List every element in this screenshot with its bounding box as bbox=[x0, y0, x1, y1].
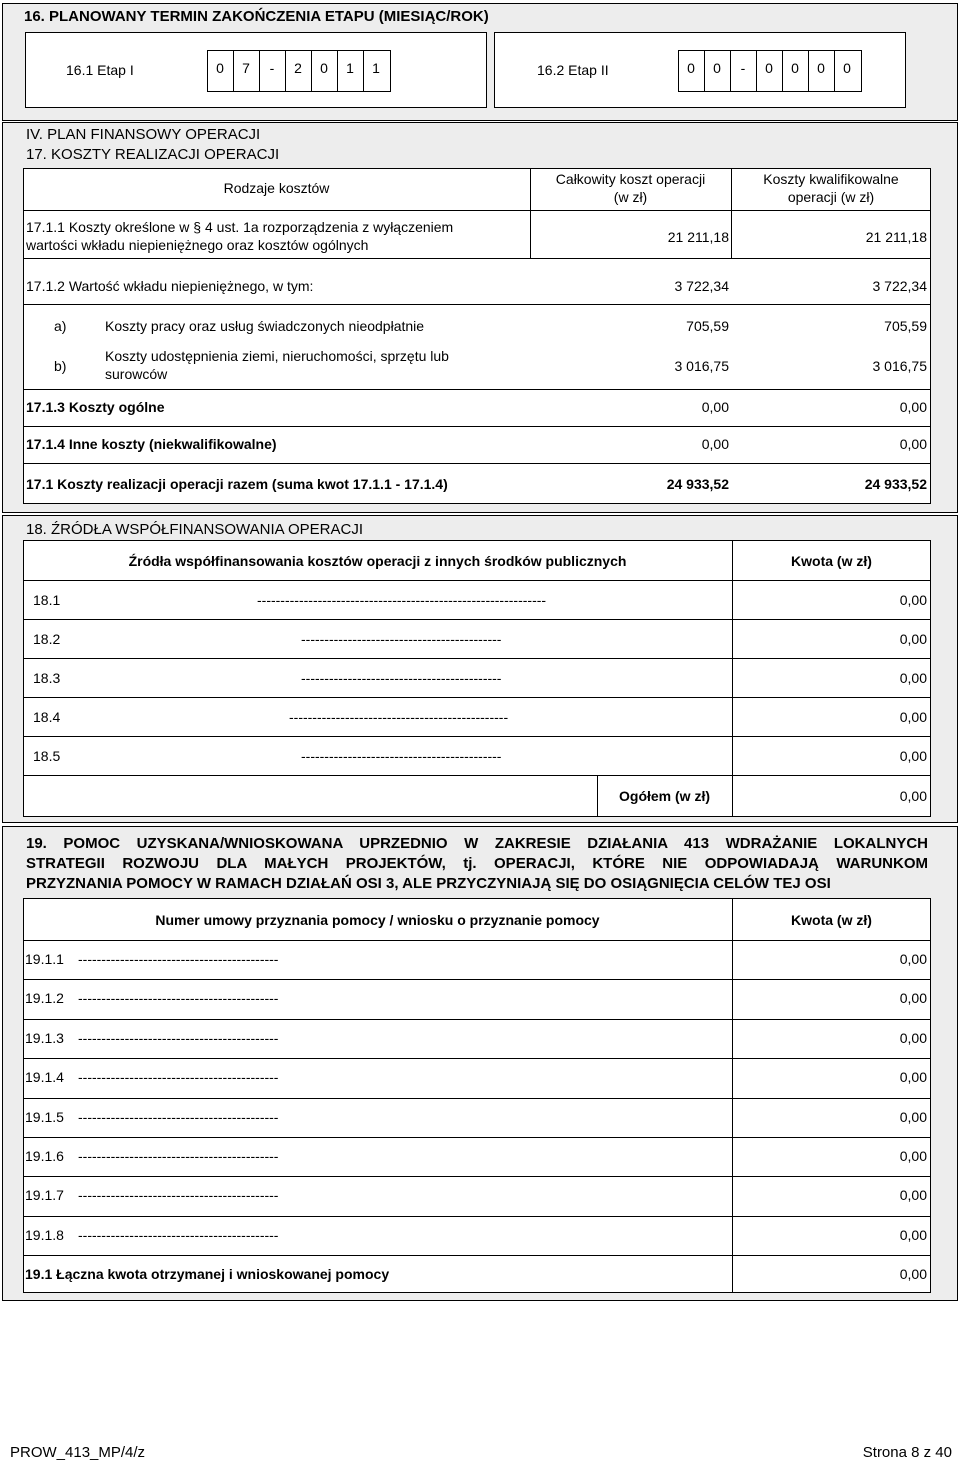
cofinancing-total-amount: 0,00 bbox=[899, 788, 927, 804]
prior-aid-row-agreement[interactable]: ------------------------------------------- bbox=[78, 1187, 279, 1203]
prior-aid-row-amount[interactable]: 0,00 bbox=[899, 990, 927, 1006]
cofinancing-row-amount[interactable]: 0,00 bbox=[899, 631, 927, 647]
digit-separator bbox=[834, 50, 835, 92]
prior-aid-row-amount[interactable]: 0,00 bbox=[899, 951, 927, 967]
row-divider bbox=[23, 1137, 931, 1138]
row-17-1-2-qualified: 3 722,34 bbox=[872, 278, 927, 294]
etap2_digits-digit: - bbox=[740, 60, 746, 76]
prior-aid-row-number: 19.1.5 bbox=[25, 1109, 64, 1125]
cofinancing-row-source[interactable]: ------------------------------------------- bbox=[301, 631, 502, 647]
footer-form-code: PROW_413_MP/4/z bbox=[10, 1444, 146, 1461]
row-divider bbox=[23, 736, 931, 737]
cofinancing-header-source: Źródła współfinansowania kosztów operacji z innych środków publicznych bbox=[128, 553, 627, 569]
row-17-1-sum-qualified: 24 933,52 bbox=[864, 476, 927, 492]
etap2_digits-digit: 0 bbox=[843, 60, 851, 76]
prior-aid-row-number: 19.1.4 bbox=[25, 1069, 64, 1085]
prior-aid-row-amount[interactable]: 0,00 bbox=[899, 1069, 927, 1085]
etap1_digits-digit: - bbox=[269, 60, 275, 76]
etap1_digits-digit: 2 bbox=[294, 60, 302, 76]
cofinancing-row-source[interactable]: ------------------------------------------- bbox=[301, 670, 502, 686]
section-16-title: 16. PLANOWANY TERMIN ZAKOŃCZENIA ETAPU (MIESIĄC/ROK) bbox=[24, 8, 489, 25]
prior-aid-row-agreement[interactable]: ------------------------------------------- bbox=[78, 990, 279, 1006]
prior-aid-total-amount: 0,00 bbox=[899, 1266, 927, 1282]
row-divider bbox=[23, 1216, 931, 1217]
etap1_digits-digit: 0 bbox=[320, 60, 328, 76]
row-divider bbox=[23, 979, 931, 980]
row-17-1-4-total: 0,00 bbox=[701, 436, 729, 452]
prior-aid-row-amount[interactable]: 0,00 bbox=[899, 1187, 927, 1203]
row-17-1-3-label: 17.1.3 Koszty ogólne bbox=[26, 399, 165, 415]
section-18-title: 18. ŹRÓDŁA WSPÓŁFINANSOWANIA OPERACJI bbox=[26, 521, 364, 538]
row-divider bbox=[23, 1176, 931, 1177]
row-17-1-2-label: 17.1.2 Wartość wkładu niepieniężnego, w tym: bbox=[26, 278, 314, 294]
prior-aid-row-number: 19.1.6 bbox=[25, 1148, 64, 1164]
digit-separator bbox=[233, 50, 234, 92]
etap1_digits-digit: 0 bbox=[216, 60, 224, 76]
row-17-1-3-qualified: 0,00 bbox=[899, 399, 927, 415]
etap1_digits-digit: 1 bbox=[372, 60, 380, 76]
row-divider bbox=[23, 1255, 931, 1256]
prior-aid-row-amount[interactable]: 0,00 bbox=[899, 1148, 927, 1164]
row-divider bbox=[23, 1058, 931, 1059]
row-divider bbox=[23, 697, 931, 698]
prior-aid-header-number: Numer umowy przyznania pomocy / wniosku o przyznanie pomocy bbox=[155, 912, 600, 928]
footer-page-number: Strona 8 z 40 bbox=[862, 1444, 952, 1461]
prior-aid-row-agreement[interactable]: ------------------------------------------- bbox=[78, 1227, 279, 1243]
prior-aid-row-amount[interactable]: 0,00 bbox=[899, 1030, 927, 1046]
digit-separator bbox=[756, 50, 757, 92]
etap2_digits-digit: 0 bbox=[817, 60, 825, 76]
cofinancing-row-source[interactable]: -------------------------------------------------------------- bbox=[257, 592, 547, 608]
row-b-total: 3 016,75 bbox=[674, 358, 729, 374]
cofinancing-row-number: 18.5 bbox=[33, 748, 61, 764]
etap2_digits-digit: 0 bbox=[791, 60, 799, 76]
section-iv-title: IV. PLAN FINANSOWY OPERACJI bbox=[26, 126, 261, 143]
cofinancing-row-number: 18.1 bbox=[33, 592, 61, 608]
etap2-label: 16.2 Etap II bbox=[537, 62, 609, 78]
section-17-title: 17. KOSZTY REALIZACJI OPERACJI bbox=[26, 146, 280, 163]
row-divider bbox=[23, 619, 931, 620]
cofinancing-row-number: 18.3 bbox=[33, 670, 61, 686]
row-17-1-4-qualified: 0,00 bbox=[899, 436, 927, 452]
row-divider bbox=[23, 1098, 931, 1099]
prior-aid-header-amount: Kwota (w zł) bbox=[791, 912, 872, 928]
row-a-letter: a) bbox=[54, 318, 67, 334]
prior-aid-row-agreement[interactable]: ------------------------------------------- bbox=[78, 1148, 279, 1164]
cofinancing-row-amount[interactable]: 0,00 bbox=[899, 709, 927, 725]
row-17-1-1-qualified: 21 211,18 bbox=[865, 229, 927, 245]
prior-aid-row-number: 19.1.7 bbox=[25, 1187, 64, 1203]
row-b-letter: b) bbox=[54, 358, 67, 374]
digit-separator bbox=[311, 50, 312, 92]
row-b-qualified: 3 016,75 bbox=[872, 358, 927, 374]
row-17-1-1-total: 21 211,18 bbox=[667, 229, 729, 245]
prior-aid-row-agreement[interactable]: ------------------------------------------- bbox=[78, 1030, 279, 1046]
digit-separator bbox=[808, 50, 809, 92]
row-17-1-sum-total: 24 933,52 bbox=[666, 476, 729, 492]
digit-separator bbox=[363, 50, 364, 92]
prior-aid-row-number: 19.1.3 bbox=[25, 1030, 64, 1046]
cofinancing-total-label: Ogółem (w zł) bbox=[619, 788, 710, 804]
etap2_digits-digit: 0 bbox=[687, 60, 695, 76]
row-divider bbox=[23, 1019, 931, 1020]
etap2_digits-digit: 0 bbox=[765, 60, 773, 76]
prior-aid-row-agreement[interactable]: ------------------------------------------- bbox=[78, 951, 279, 967]
digit-separator bbox=[285, 50, 286, 92]
etap1-label: 16.1 Etap I bbox=[66, 62, 134, 78]
cofinancing-row-amount[interactable]: 0,00 bbox=[899, 592, 927, 608]
digit-separator bbox=[337, 50, 338, 92]
prior-aid-row-agreement[interactable]: ------------------------------------------- bbox=[78, 1069, 279, 1085]
prior-aid-row-number: 19.1.8 bbox=[25, 1227, 64, 1243]
digit-separator bbox=[730, 50, 731, 92]
header-cost-types: Rodzaje kosztów bbox=[223, 180, 330, 196]
header-qualified-cost: Koszty kwalifikowalne operacji (w zł) bbox=[763, 171, 899, 205]
cofinancing-header-amount: Kwota (w zł) bbox=[791, 553, 872, 569]
row-17-1-sum-label: 17.1 Koszty realizacji operacji razem (suma kwot 17.1.1 - 17.1.4) bbox=[26, 476, 448, 492]
prior-aid-total-label: 19.1 Łączna kwota otrzymanej i wnioskowanej pomocy bbox=[25, 1266, 390, 1282]
row-a-label: Koszty pracy oraz usług świadczonych nieodpłatnie bbox=[105, 318, 425, 334]
prior-aid-row-agreement[interactable]: ------------------------------------------- bbox=[78, 1109, 279, 1125]
digit-separator bbox=[782, 50, 783, 92]
digit-separator bbox=[704, 50, 705, 92]
prior-aid-row-number: 19.1.2 bbox=[25, 990, 64, 1006]
cofinancing-row-source[interactable]: ------------------------------------------- bbox=[301, 748, 502, 764]
cofinancing-row-number: 18.4 bbox=[33, 709, 61, 725]
row-a-total: 705,59 bbox=[686, 318, 729, 334]
row-divider bbox=[23, 658, 931, 659]
etap1_digits-digit: 7 bbox=[242, 60, 250, 76]
row-17-1-4-label: 17.1.4 Inne koszty (niekwalifikowalne) bbox=[26, 436, 277, 452]
etap1_digits-digit: 1 bbox=[346, 60, 354, 76]
prior-aid-row-amount[interactable]: 0,00 bbox=[899, 1227, 927, 1243]
cofinancing-row-source[interactable]: ----------------------------------------------- bbox=[289, 709, 509, 725]
section-19-title: 19. POMOC UZYSKANA/WNIOSKOWANA UPRZEDNIO W ZAKRESIE DZIAŁANIA 413 WDRAŻANIE LOKALNYCH STRATEGII ROZWOJU DLA MAŁYCH PROJEKTÓW, tj. OPERACJI, KTÓRE NIE ODPOWIADAJĄ WARUNKOM PRZYZNANIA POMOCY W RAMACH DZIAŁAŃ OSI 3, ALE PRZYCZYNIAJĄ SIĘ DO OSIĄGNIĘCIA CELÓW TEJ OSI bbox=[26, 835, 928, 892]
row-17-1-1-label: 17.1.1 Koszty określone w § 4 ust. 1a rozporządzenia z wyłączeniem wartości wkładu niepieniężnego oraz kosztów ogólnych bbox=[26, 219, 454, 253]
cofinancing-row-amount[interactable]: 0,00 bbox=[899, 748, 927, 764]
prior-aid-row-number: 19.1.1 bbox=[25, 951, 64, 967]
cofinancing-row-number: 18.2 bbox=[33, 631, 61, 647]
row-17-1-2-total: 3 722,34 bbox=[674, 278, 729, 294]
row-17-1-3-total: 0,00 bbox=[701, 399, 729, 415]
row-b-label: Koszty udostępnienia ziemi, nieruchomości, sprzętu lub surowców bbox=[105, 348, 449, 382]
digit-separator bbox=[259, 50, 260, 92]
etap2_digits-digit: 0 bbox=[713, 60, 721, 76]
row-a-qualified: 705,59 bbox=[884, 318, 927, 334]
cofinancing-row-amount[interactable]: 0,00 bbox=[899, 670, 927, 686]
prior-aid-row-amount[interactable]: 0,00 bbox=[899, 1109, 927, 1125]
header-total-cost: Całkowity koszt operacji (w zł) bbox=[555, 171, 706, 205]
